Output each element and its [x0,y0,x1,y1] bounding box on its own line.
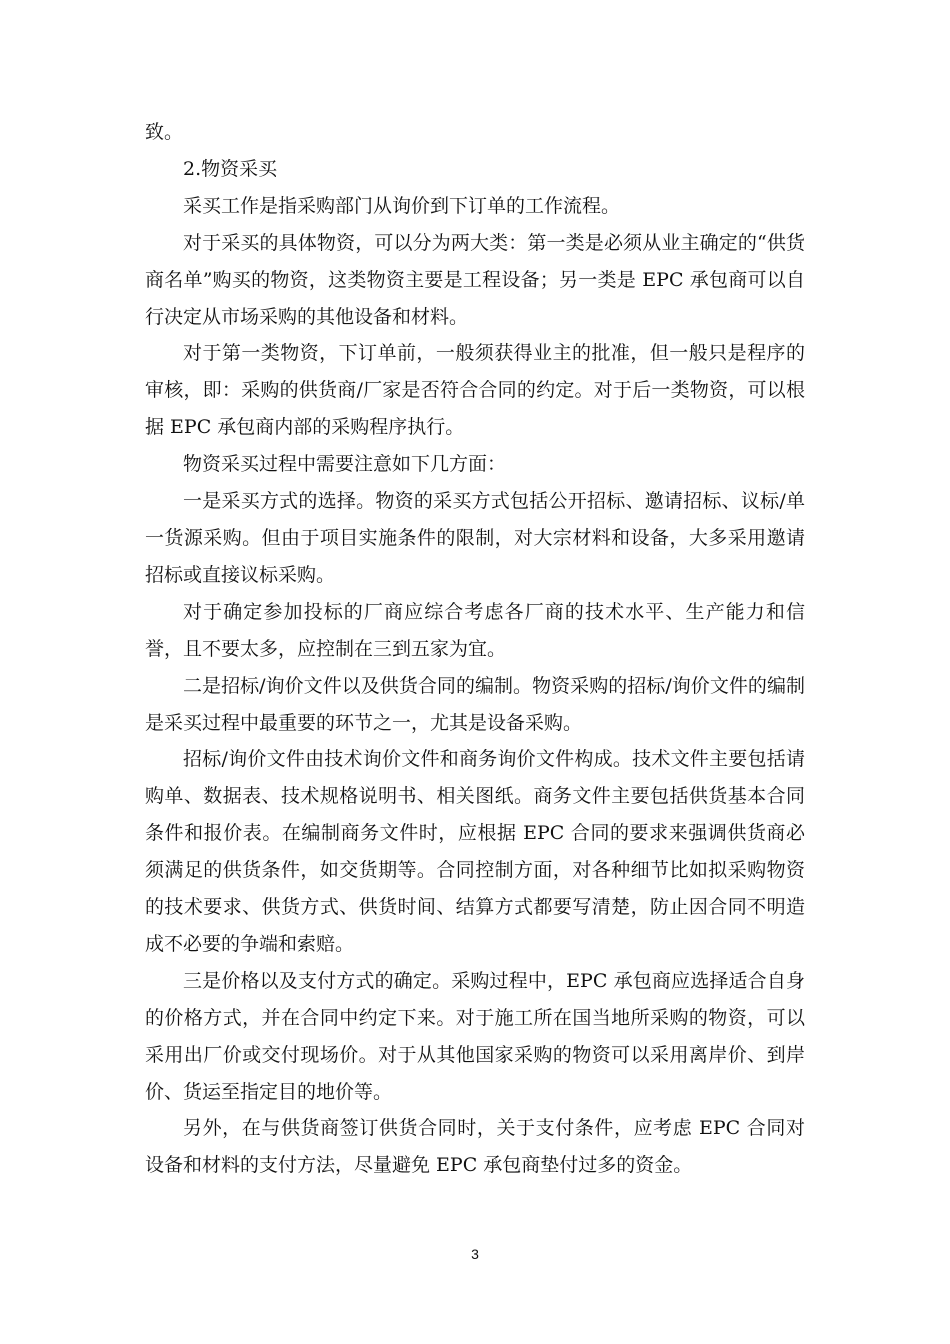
paragraph: 三是价格以及支付方式的确定。采购过程中，EPC 承包商应选择适合自身的价格方式，并在合同中约定下来。对于施工所在国当地所采购的物资，可以采用出厂价或交付现场价。对于从其他国家采购的物资可以采用离岸价、到岸价、货运至指定目的地价等。 [145,969,805,1103]
page-number: 3 [471,1246,479,1262]
body-text [145,114,805,1184]
paragraph: 采买工作是指采购部门从询价到下订单的工作流程。 [183,194,621,217]
paragraph: 二是招标/询价文件以及供货合同的编制。物资采购的招标/询价文件的编制是采买过程中最重要的环节之一，尤其是设备采购。 [145,674,805,734]
section-heading: 2.物资采买 [183,157,278,180]
paragraph: 对于采买的具体物资，可以分为两大类：第一类是必须从业主确定的“供货商名单”购买的物资，这类物资主要是工程设备；另一类是 EPC 承包商可以自行决定从市场采购的其他设备和材料。 [145,231,805,328]
paragraph: 对于确定参加投标的厂商应综合考虑各厂商的技术水平、生产能力和信誉，且不要太多，应控制在三到五家为宜。 [145,600,805,660]
paragraph-continuation: 致。 [145,121,184,143]
paragraph: 对于第一类物资，下订单前，一般须获得业主的批准，但一般只是程序的审核，即：采购的供货商/厂家是否符合合同的约定。对于后一类物资，可以根据 EPC 承包商内部的采购程序执行。 [145,342,805,439]
paragraph: 另外，在与供货商签订供货合同时，关于支付条件，应考虑 EPC 合同对设备和材料的支付方法，尽量避免 EPC 承包商垫付过多的资金。 [145,1117,805,1177]
paragraph: 一是采买方式的选择。物资的采买方式包括公开招标、邀请招标、议标/单一货源采购。但由于项目实施条件的限制，对大宗材料和设备，大多采用邀请招标或直接议标采购。 [145,490,805,586]
paragraph: 招标/询价文件由技术询价文件和商务询价文件构成。技术文件主要包括请购单、数据表、技术规格说明书、相关图纸。商务文件主要包括供货基本合同条件和报价表。在编制商务文件时，应根据 EPC 合同的要求来强调供货商必须满足的供货条件，如交货期等。合同控制方面，对各种细节比如拟采购物资的技术要求、供货方式、供货时间、结算方式都要写清楚，防止因合同不明造成不必要的争端和索赔。 [145,748,805,955]
paragraph: 物资采买过程中需要注意如下几方面： [183,453,507,476]
